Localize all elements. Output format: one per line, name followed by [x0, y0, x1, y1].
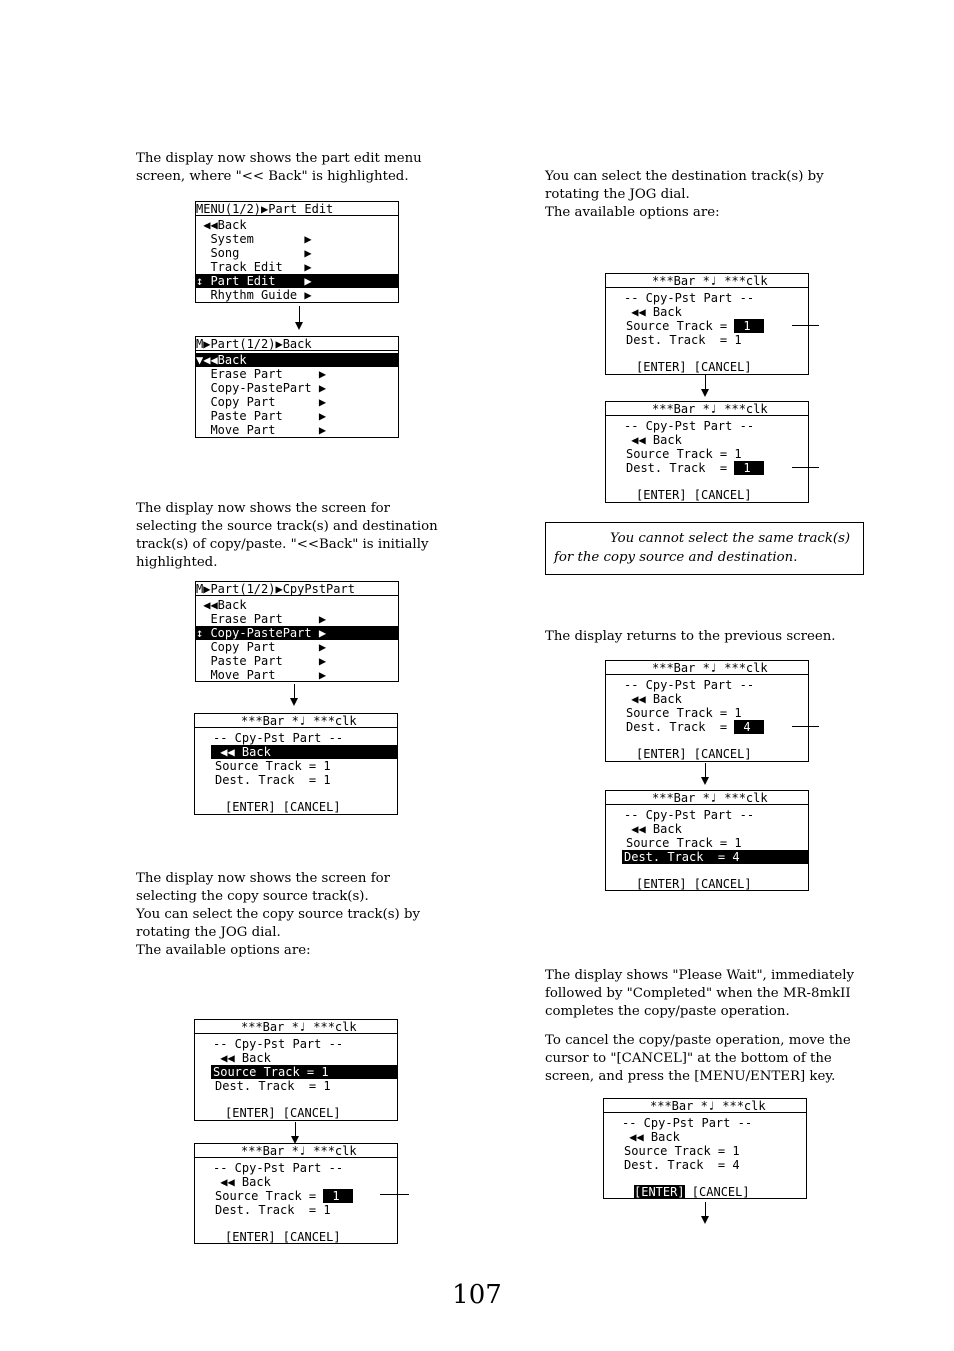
lcd-status: ***Bar *♩ ***clk [195, 1020, 397, 1034]
lcd-row: Source Track = 1 [195, 1189, 397, 1203]
source-track-label: Source Track = [215, 759, 317, 773]
lcd-copy-paste-screen-dest-row-highlighted [605, 790, 809, 891]
lcd-part-menu-copypaste-screen [195, 581, 399, 682]
lcd-title: -- Cpy-Pst Part -- [624, 808, 755, 822]
lcd-title: -- Cpy-Pst Part -- [213, 1161, 344, 1175]
paragraph-returns: The display returns to the previous screen. [545, 629, 836, 644]
lcd-row [606, 850, 808, 864]
lcd-footer: [ENTER] [CANCEL] [636, 488, 752, 502]
lcd-row: Track Edit ▶ [196, 260, 312, 274]
dest-track-highlighted: Dest. Track = 4 [622, 850, 808, 864]
lcd-row [195, 773, 397, 787]
callout-line [380, 1194, 409, 1195]
paragraph-please-wait: The display shows "Please Wait", immediately followed by "Completed" when the MR-8mkII completes the copy/paste operation. [545, 968, 855, 1019]
lcd-row: Paste Part ▶ [196, 654, 327, 668]
lcd-title: MENU(1/2)▶Part Edit [196, 202, 398, 216]
lcd-status: ***Bar *♩ ***clk [606, 402, 808, 416]
lcd-row: Source Track = 1 [626, 706, 742, 720]
lcd-row: Dest. Track = 4 [606, 720, 808, 734]
callout-line [792, 467, 819, 468]
lcd-row: Song ▶ [196, 246, 312, 260]
note-box: You cannot select the same track(s) for the copy source and destination. [545, 522, 864, 575]
back-highlighted: ◀◀ Back [211, 745, 397, 759]
lcd-title: M▶Part(1/2)▶CpyPstPart [196, 582, 398, 596]
lcd-row: Erase Part ▶ [196, 612, 327, 626]
lcd-row: ◀◀ Back [624, 305, 682, 319]
lcd-row: ◀◀Back [196, 598, 247, 612]
lcd-footer: [ENTER] [CANCEL] [636, 877, 752, 891]
source-track-value: 1 [323, 759, 331, 773]
lcd-copy-paste-screen-enter [603, 1098, 807, 1199]
lcd-copy-paste-screen-source [194, 1019, 398, 1121]
paragraph-source-dest-screen: The display now shows the screen for selecting the source track(s) and destination track(s) of copy/paste. "<<Back" is initially highlighted. [136, 501, 438, 570]
lcd-row: Copy-PastePart ▶ [196, 381, 327, 395]
lcd-row: Paste Part ▶ [196, 409, 327, 423]
lcd-title: -- Cpy-Pst Part -- [624, 419, 755, 433]
paragraph-part-edit-menu: The display now shows the part edit menu screen, where "<< Back" is highlighted. [136, 151, 422, 184]
callout-line [792, 726, 819, 727]
lcd-title: -- Cpy-Pst Part -- [624, 291, 755, 305]
dest-track-value-highlighted: 1 [734, 461, 763, 475]
lcd-title: -- Cpy-Pst Part -- [213, 1037, 344, 1051]
lcd-status: ***Bar *♩ ***clk [606, 274, 808, 288]
source-track-value-highlighted: 1 [734, 319, 763, 333]
lcd-row [195, 745, 397, 759]
down-arrow-icon [294, 684, 295, 704]
paragraph-cancel: To cancel the copy/paste operation, move the cursor to "[CANCEL]" at the bottom of the screen, and press the [MENU/ENTER] key. [545, 1033, 851, 1084]
lcd-status: ***Bar *♩ ***clk [195, 714, 397, 728]
lcd-title: -- Cpy-Pst Part -- [624, 678, 755, 692]
lcd-status: ***Bar *♩ ***clk [604, 1099, 806, 1113]
dest-track-value: 1 [323, 773, 331, 787]
lcd-row: Copy Part ▶ [196, 395, 327, 409]
lcd-row: System ▶ [196, 232, 312, 246]
down-arrow-icon [705, 1202, 706, 1222]
lcd-row: Erase Part ▶ [196, 367, 327, 381]
down-arrow-icon [705, 375, 706, 395]
lcd-row: ◀◀Back [196, 218, 247, 232]
down-arrow-icon [705, 763, 706, 783]
lcd-row: Source Track = 1 [626, 447, 742, 461]
down-arrow-icon [299, 306, 300, 328]
lcd-row: ◀◀ Back [624, 433, 682, 447]
lcd-row: Move Part ▶ [196, 423, 327, 437]
source-track-highlighted: Source Track = 1 [211, 1065, 397, 1079]
lcd-row [195, 759, 397, 773]
lcd-row-highlighted: ↕ Copy-PastePart ▶ [196, 626, 398, 640]
lcd-title: -- Cpy-Pst Part -- [213, 731, 344, 745]
down-arrow-icon [295, 1122, 296, 1142]
page-number: 107 [452, 1280, 502, 1310]
lcd-row: ◀◀ Back [213, 1175, 271, 1189]
lcd-row-highlighted: ▼◀◀Back [196, 353, 398, 367]
lcd-title: M▶Part(1/2)▶Back [196, 337, 398, 351]
cancel-label: [CANCEL] [684, 1185, 750, 1199]
lcd-part-menu-screen [195, 336, 399, 438]
lcd-copy-paste-screen-source-value [194, 1143, 398, 1244]
lcd-footer: [ENTER] [CANCEL] [225, 1106, 341, 1120]
paragraph-dest-options: You can select the destination track(s) by rotating the JOG dial. The available options are: [545, 169, 824, 220]
enter-button-highlighted: [ENTER] [634, 1185, 685, 1199]
lcd-title: -- Cpy-Pst Part -- [622, 1116, 753, 1130]
lcd-row: Copy Part ▶ [196, 640, 327, 654]
lcd-footer: [ENTER] [CANCEL] [636, 360, 752, 374]
lcd-row: ◀◀ Back [622, 1130, 680, 1144]
lcd-row: ◀◀ Back [213, 1051, 271, 1065]
lcd-status: ***Bar *♩ ***clk [606, 791, 808, 805]
lcd-footer [604, 1185, 806, 1199]
lcd-row: Dest. Track = 1 [215, 1203, 331, 1217]
lcd-row: Source Track = 1 [624, 1144, 740, 1158]
lcd-row: Dest. Track = 1 [215, 1079, 331, 1093]
lcd-status: ***Bar *♩ ***clk [195, 1144, 397, 1158]
callout-line [792, 325, 819, 326]
lcd-status: ***Bar *♩ ***clk [606, 661, 808, 675]
lcd-footer: [ENTER] [CANCEL] [225, 800, 341, 814]
lcd-copy-paste-screen-source-1 [605, 273, 809, 375]
paragraph-copy-source-screen: The display now shows the screen for selecting the copy source track(s). You can select the copy source track(s) by rotating the JOG dial. The available options are: [136, 871, 420, 958]
lcd-menu-screen [195, 201, 399, 303]
source-track-value-highlighted: 1 [323, 1189, 352, 1203]
lcd-row: Dest. Track = 1 [626, 333, 742, 347]
lcd-row: ◀◀ Back [624, 822, 682, 836]
lcd-copy-paste-screen-dest-1 [605, 401, 809, 503]
lcd-row: Rhythm Guide ▶ [196, 288, 312, 302]
lcd-row: ◀◀ Back [624, 692, 682, 706]
lcd-copy-paste-screen-back [194, 713, 398, 815]
dest-track-value-highlighted: 4 [734, 720, 763, 734]
lcd-row: Dest. Track = 1 [606, 461, 808, 475]
lcd-footer: [ENTER] [CANCEL] [636, 747, 752, 761]
lcd-row: Move Part ▶ [196, 668, 327, 682]
dest-track-label: Dest. Track = [215, 773, 317, 787]
lcd-row [195, 1065, 397, 1079]
lcd-row: Dest. Track = 4 [624, 1158, 740, 1172]
lcd-footer: [ENTER] [CANCEL] [225, 1230, 341, 1244]
lcd-copy-paste-screen-dest-4 [605, 660, 809, 762]
lcd-row: Source Track = 1 [606, 319, 808, 333]
lcd-row: Source Track = 1 [626, 836, 742, 850]
lcd-row-highlighted: ↕ Part Edit ▶ [196, 274, 398, 288]
